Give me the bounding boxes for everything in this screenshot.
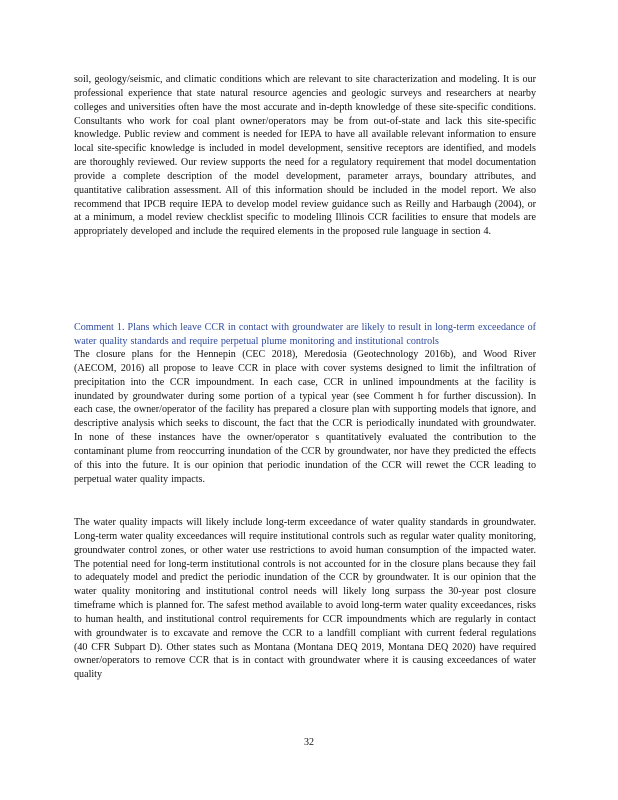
comment-heading [74,321,536,349]
comment-text: Comment 1. Plans which leave CCR in contact with groundwater are likely to result in long-term exceedance of water quality standards and require perpetual plume monitoring and institutional controls [74,322,536,347]
paragraph-text: The water quality impacts will likely include long-term exceedance of water quality standards in groundwater. Long-term water quality exceedances will require institutional controls such as regular water quality monitoring, groundwater control zones, or other water use restrictions to avoid human consumption of the impacted water. The potential need for long-term institutional controls is not accounted for in the closure plans because they fail to adequately model and predict the periodic inundation of the CCR by groundwater. It is our opinion that the water quality monitoring and institutional control needs will likely long surpass the 30-year post closure timeframe which is planned for. The safest method available to avoid long-term water quality exceedances, risks to human health, and institutional control requirements for CCR impoundments which are regularly in contact with groundwater is to excavate and remove the CCR to a landfill compliant with current federal regulations (40 CFR Subpart D). Other states such as Montana (Montana DEQ 2019, Montana DEQ 2020) have required owner/operators to remove CCR that is in contact with groundwater where it is causing exceedances of water quality [74,517,536,681]
page-number: 32 [304,737,314,748]
paragraph-text: The closure plans for the Hennepin (CEC 2018), Meredosia (Geotechnology 2016b), and Wood River (AECOM, 2016) all propose to leave CCR in place with cover systems designed to limit the infiltration of precipitation into the CCR impoundment. In each case, CCR in unlined impoundments at the facility is inundated by groundwater during some portion of a typical year (see Comment h for further discussion). In each case, the owner/operator of the facility has prepared a closure plan with supporting models that ignore, and descriptive analysis which seeks to discount, the fact that the CCR is periodically inundated with groundwater. In none of these instances have the owner/operator s quantitatively evaluated the contribution to the contaminant plume from reoccurring inundation of the CCR by groundwater, nor have they predicted the effects of this into the future. It is our opinion that periodic inundation of the CCR will rewet the CCR leading to perpetual water quality impacts. [74,349,536,485]
body-paragraph-closure-plans [74,348,536,486]
body-paragraph-water-quality-impacts [74,516,536,682]
body-paragraph-model-review [74,73,536,239]
paragraph-text: soil, geology/seismic, and climatic conditions which are relevant to site characterization and modeling. It is our professional experience that state natural resource agencies and geologic surveys and researchers at nearby colleges and universities often have the most accurate and in-depth knowledge of these site-specific conditions. Consultants who work for coal plant owner/operators may be from out-of-state and lack this site-specific knowledge. Public review and comment is needed for IEPA to have all available relevant information to ensure local site-specific knowledge is included in model development, sensitive receptors are identified, and models are thoroughly reviewed. Our review supports the need for a regulatory requirement that model documentation provide a complete description of the model development, parameter arrays, boundary attributes, and quantitative calibration assessment. All of this information should be included in the model report. We also recommend that IPCB require IEPA to develop model review guidance such as Reilly and Harbaugh (2004), or at a minimum, a model review checklist specific to modeling Illinois CCR facilities to ensure that models are appropriately developed and include the required elements in the proposed rule language in section 4. [74,74,536,238]
